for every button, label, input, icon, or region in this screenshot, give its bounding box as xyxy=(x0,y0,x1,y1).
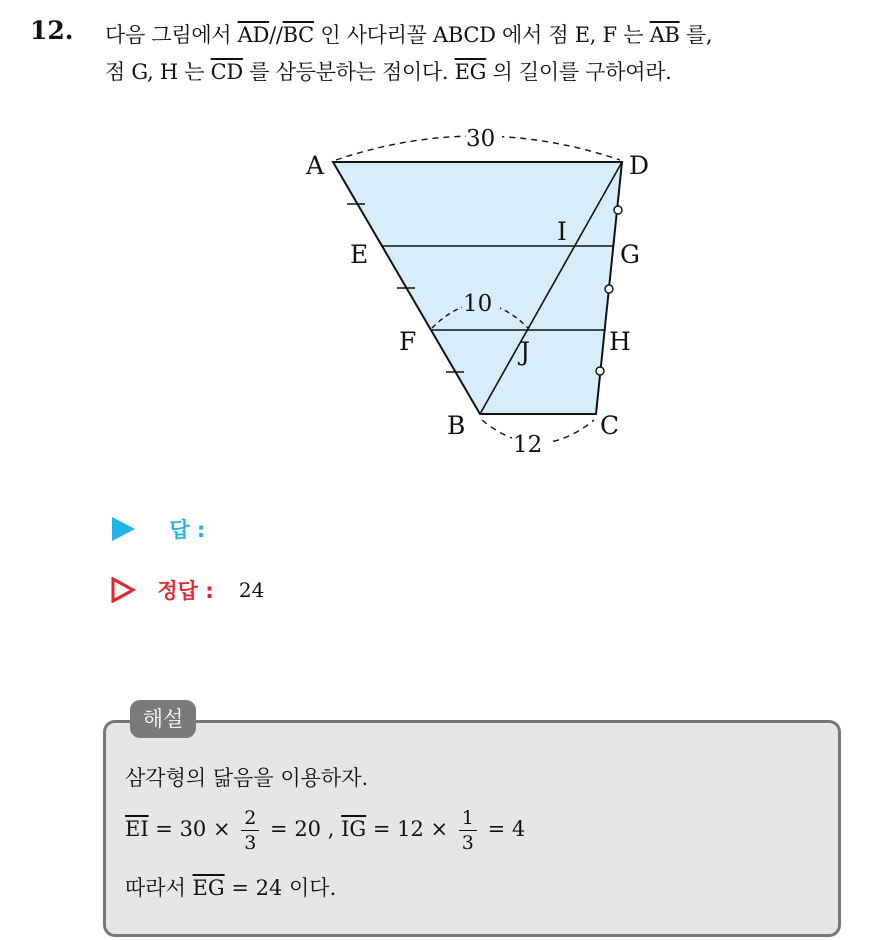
point-h-label: H xyxy=(609,327,631,356)
segment-ig: $\overline{IG}$ xyxy=(341,817,367,841)
question-line-1 xyxy=(105,19,712,49)
point-c-label: C xyxy=(600,411,620,440)
fraction-one-third: $\frac{1}{3}$ xyxy=(459,806,477,855)
point-f-label: F xyxy=(399,327,417,356)
segment-ei: $\overline{EI}$ xyxy=(125,817,149,841)
play-triangle-icon xyxy=(110,516,136,542)
text-segment: = 24 이다. xyxy=(224,876,337,900)
correct-answer-value: 24 xyxy=(238,578,265,602)
question-line-2 xyxy=(105,56,672,86)
text-segment: // xyxy=(269,23,283,47)
ei-result: = 20 , xyxy=(270,817,335,841)
solution-line-2 xyxy=(125,806,525,855)
circle-mark-gh xyxy=(605,285,613,293)
fraction-two-thirds: $\frac{2}{3}$ xyxy=(241,806,259,855)
correct-answer-label: 정답 : xyxy=(157,579,214,603)
circle-mark-hc xyxy=(596,367,604,375)
point-a-label: A xyxy=(306,151,325,180)
point-i-label: I xyxy=(557,217,567,246)
point-e-label: E xyxy=(350,240,369,269)
point-b-label: B xyxy=(447,411,466,440)
text-segment: 의 길이를 구하여라. xyxy=(486,60,672,84)
len-bc-label: 12 xyxy=(513,432,543,458)
point-g-label: G xyxy=(620,240,640,269)
trapezoid-figure xyxy=(290,118,670,468)
correct-answer-row xyxy=(110,575,264,605)
point-d-label: D xyxy=(629,151,650,180)
outline-triangle-icon xyxy=(110,577,136,603)
answer-label: 답 : xyxy=(169,518,206,542)
overline-segment: $\overline{CD}$ xyxy=(210,60,243,84)
overline-segment: $\overline{AD}$ xyxy=(237,23,270,47)
trapezoid-fill xyxy=(333,162,622,414)
answer-row xyxy=(110,514,205,544)
text-segment: 를, xyxy=(679,23,713,47)
len-ad-label: 30 xyxy=(466,126,496,152)
text-segment: 인 사다리꼴 ABCD 에서 점 E, F 는 xyxy=(313,23,650,47)
solution-tag: 해설 xyxy=(130,700,196,738)
solution-line-1: 삼각형의 닮음을 이용하자. xyxy=(125,766,369,790)
text-segment: 를 삼등분하는 점이다. xyxy=(242,60,455,84)
overline-segment: $\overline{AB}$ xyxy=(649,23,680,47)
overline-segment: $\overline{EG}$ xyxy=(192,876,225,900)
point-j-label: J xyxy=(520,337,531,366)
text-segment: 점 G, H 는 xyxy=(105,60,211,84)
ei-expression: = 30 × xyxy=(148,817,231,841)
len-fj-label: 10 xyxy=(463,291,493,317)
text-segment: 다음 그림에서 xyxy=(105,23,238,47)
problem-number: 12. xyxy=(30,16,74,45)
ig-result: = 4 xyxy=(487,817,526,841)
text-segment: 따라서 xyxy=(125,876,193,900)
ig-expression: = 12 × xyxy=(366,817,449,841)
overline-segment: $\overline{EG}$ xyxy=(454,60,487,84)
circle-mark-dg xyxy=(614,206,622,214)
solution-line-3 xyxy=(125,872,336,902)
overline-segment: $\overline{BC}$ xyxy=(282,23,314,47)
